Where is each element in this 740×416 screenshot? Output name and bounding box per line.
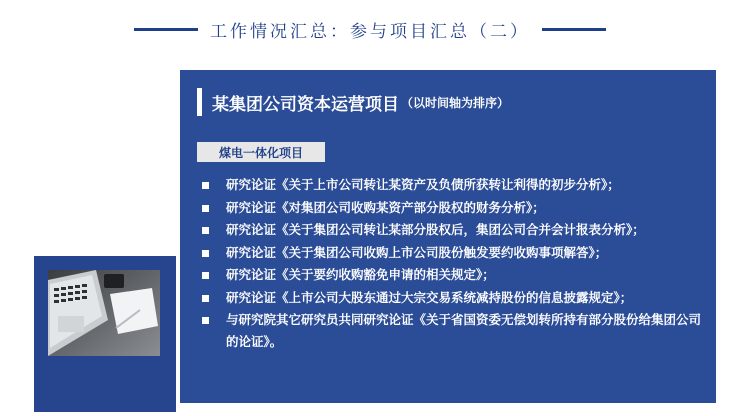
panel-title: 某集团公司资本运营项目 — [212, 94, 399, 115]
list-item-text: 研究论证《关于集团公司转让某部分股权后，集团公司合并会计报表分析》； — [226, 222, 645, 237]
list-item-text: 与研究院其它研究员共同研究论证《关于省国资委无偿划转所持有部分股份给集团公司的论证》。 — [226, 312, 702, 349]
list-item-text: 研究论证《对集团公司收购某资产部分股权的财务分析》； — [226, 199, 545, 215]
page-title: 工作情况汇总：参与项目汇总（二） — [210, 21, 530, 42]
list-item-text: 研究论证《关于上市公司转让某资产及负债所获转让利得的初步分析》； — [226, 177, 620, 192]
list-item — [202, 242, 702, 264]
list-item — [202, 174, 702, 196]
project-tag: 煤电一体化项目 — [197, 142, 325, 162]
header-left-line — [134, 28, 198, 31]
panel-subtitle: （以时间轴为排序） — [401, 95, 510, 110]
heading-accent-bar — [197, 88, 202, 116]
project-panel — [180, 70, 716, 403]
bullet-icon — [202, 205, 209, 212]
header-right-line — [542, 28, 606, 31]
list-item-text: 研究论证《关于要约收购豁免申请的相关规定》； — [226, 267, 495, 282]
bullet-icon — [202, 250, 209, 257]
laptop-photo — [48, 270, 160, 356]
bullet-icon — [202, 317, 209, 324]
bullet-icon — [202, 295, 209, 302]
bullet-icon — [202, 182, 209, 189]
page-header — [0, 14, 740, 44]
list-item — [202, 219, 702, 241]
list-item — [202, 197, 702, 219]
panel-heading — [197, 88, 509, 116]
list-item-text: 研究论证《上市公司大股东通过大宗交易系统减持股份的信息披露规定》； — [226, 289, 633, 305]
bullet-icon — [202, 272, 209, 279]
list-item — [202, 287, 702, 309]
bullet-icon — [202, 227, 209, 234]
list-item — [202, 264, 702, 286]
list-item — [202, 309, 702, 353]
list-item-text: 研究论证《关于集团公司收购上市公司股份触发要约收购事项解答》； — [226, 244, 608, 260]
item-list — [202, 174, 702, 354]
